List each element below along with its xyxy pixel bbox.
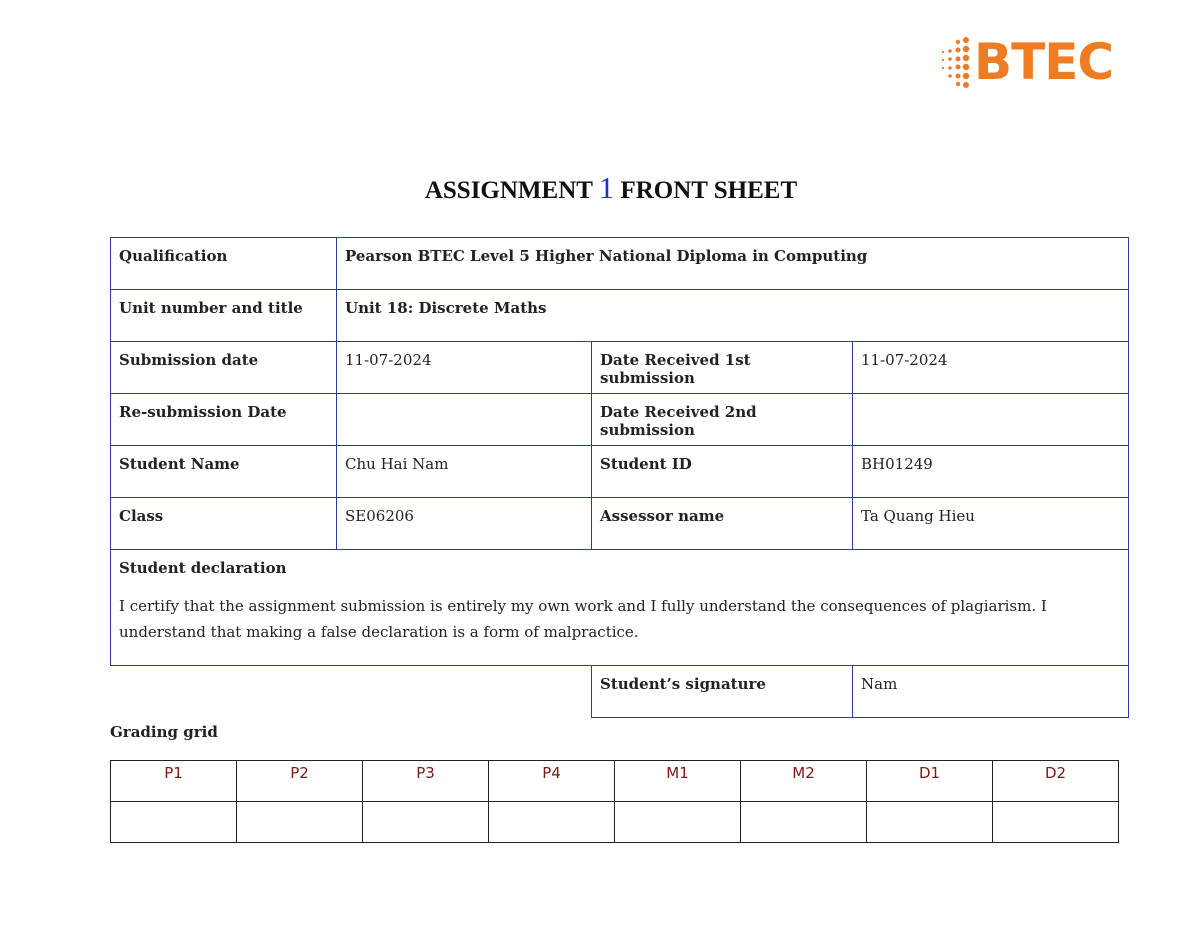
signature-value: Nam	[853, 666, 1129, 718]
received-2nd-label: Date Received 2nd submission	[592, 394, 853, 446]
qualification-label: Qualification	[111, 238, 337, 290]
grading-grid	[110, 760, 1119, 843]
student-id-value: BH01249	[853, 446, 1129, 498]
signature-row	[111, 666, 1129, 718]
grade-cell-p1	[111, 802, 237, 843]
signature-label: Student’s signature	[592, 666, 853, 718]
page-title	[0, 170, 1200, 206]
student-id-label: Student ID	[592, 446, 853, 498]
received-2nd-value	[853, 394, 1129, 446]
class-label: Class	[111, 498, 337, 550]
grade-header-p4: P4	[489, 761, 615, 802]
submission-date-label: Submission date	[111, 342, 337, 394]
unit-value: Unit 18: Discrete Maths	[337, 290, 1129, 342]
declaration-heading: Student declaration	[119, 559, 287, 577]
student-name-label: Student Name	[111, 446, 337, 498]
grading-header-row	[111, 761, 1119, 802]
qualification-value: Pearson BTEC Level 5 Higher National Diploma in Computing	[337, 238, 1129, 290]
assessor-label: Assessor name	[592, 498, 853, 550]
resubmission-value	[337, 394, 592, 446]
declaration-text: I certify that the assignment submission is entirely my own work and I fully understand the consequences of plagiarism. I understand that making a false declaration is a form of malpractice.	[119, 597, 1047, 641]
unit-row	[111, 290, 1129, 342]
class-row	[111, 498, 1129, 550]
grade-header-p2: P2	[237, 761, 363, 802]
grade-cell-m1	[615, 802, 741, 843]
btec-logo	[936, 32, 1122, 92]
received-1st-label: Date Received 1st submission	[592, 342, 853, 394]
declaration-cell	[111, 550, 1129, 666]
grading-value-row	[111, 802, 1119, 843]
grade-cell-p2	[237, 802, 363, 843]
qualification-row	[111, 238, 1129, 290]
grade-cell-m2	[741, 802, 867, 843]
grading-grid-label: Grading grid	[110, 723, 218, 741]
received-1st-value: 11-07-2024	[853, 342, 1129, 394]
title-suffix: FRONT SHEET	[620, 177, 798, 204]
grade-header-m2: M2	[741, 761, 867, 802]
signature-spacer	[111, 666, 592, 718]
student-name-value: Chu Hai Nam	[337, 446, 592, 498]
unit-label: Unit number and title	[111, 290, 337, 342]
front-sheet-table	[110, 237, 1129, 718]
grade-cell-p3	[363, 802, 489, 843]
btec-logo-text: BTEC	[974, 33, 1114, 91]
grade-cell-d1	[867, 802, 993, 843]
grade-header-p3: P3	[363, 761, 489, 802]
submission-date-value: 11-07-2024	[337, 342, 592, 394]
title-prefix: ASSIGNMENT	[424, 177, 593, 204]
resubmission-label: Re-submission Date	[111, 394, 337, 446]
assessor-value: Ta Quang Hieu	[853, 498, 1129, 550]
declaration-row	[111, 550, 1129, 666]
resubmission-row	[111, 394, 1129, 446]
student-row	[111, 446, 1129, 498]
submission-row	[111, 342, 1129, 394]
class-value: SE06206	[337, 498, 592, 550]
grade-header-p1: P1	[111, 761, 237, 802]
grade-cell-p4	[489, 802, 615, 843]
grade-cell-d2	[993, 802, 1119, 843]
grade-header-d1: D1	[867, 761, 993, 802]
btec-dots-icon	[936, 32, 976, 92]
grade-header-d2: D2	[993, 761, 1119, 802]
title-number: 1	[598, 170, 615, 205]
grade-header-m1: M1	[615, 761, 741, 802]
